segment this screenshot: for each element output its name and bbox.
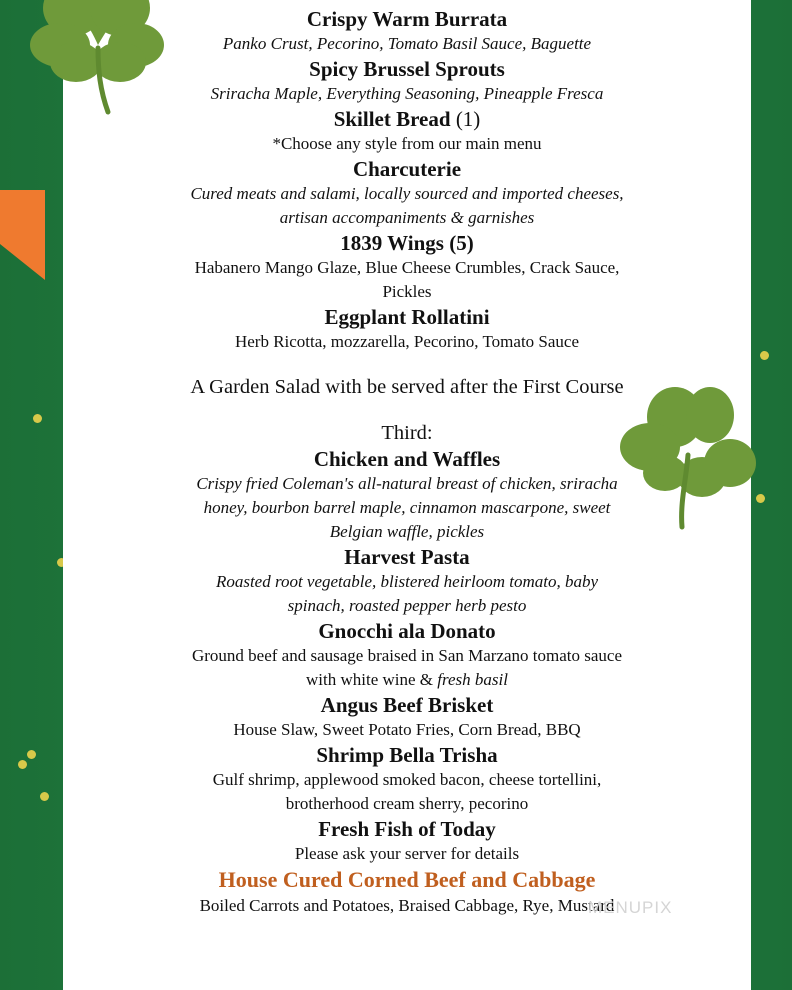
- item-description: artisan accompaniments & garnishes: [279, 208, 535, 227]
- item-description: Crispy fried Coleman's all-natural breast of chicken, sriracha: [196, 474, 618, 493]
- item-description: honey, bourbon barrel maple, cinnamon mascarpone, sweet: [203, 498, 611, 517]
- item-description: Please ask your server for details: [294, 844, 520, 863]
- item-description: Roasted root vegetable, blistered heirloom tomato, baby: [215, 572, 599, 591]
- confetti-dot: [33, 414, 42, 423]
- menu-item: [63, 816, 751, 866]
- item-description-mixed: [63, 668, 751, 692]
- item-title: Fresh Fish of Today: [318, 817, 496, 841]
- confetti-dot: [40, 792, 49, 801]
- item-description: *Choose any style from our main menu: [272, 134, 542, 153]
- confetti-dot: [760, 351, 769, 360]
- special-description: Boiled Carrots and Potatoes, Braised Cabbage, Rye, Mustard: [199, 896, 615, 915]
- item-title: Angus Beef Brisket: [320, 693, 494, 717]
- menu-item: [63, 618, 751, 692]
- item-description: House Slaw, Sweet Potato Fries, Corn Bread, BBQ: [233, 720, 581, 739]
- item-title: Shrimp Bella Trisha: [316, 743, 498, 767]
- menu-item: [63, 106, 751, 156]
- menu-item: [63, 230, 751, 304]
- menu-item: [63, 692, 751, 742]
- item-title: Crispy Warm Burrata: [306, 7, 508, 31]
- watermark: MENUPIX: [588, 898, 673, 917]
- menu-item: [63, 56, 751, 106]
- item-quantity: (1): [455, 107, 481, 131]
- item-description: brotherhood cream sherry, pecorino: [285, 794, 529, 813]
- menu-item: [63, 544, 751, 618]
- item-description-plain: with white wine &: [306, 670, 438, 689]
- item-title: Skillet Bread: [333, 107, 451, 131]
- spacer: [63, 354, 751, 374]
- menu-content: [63, 6, 751, 918]
- item-description: Ground beef and sausage braised in San Marzano tomato sauce: [191, 646, 623, 665]
- course-heading: Third:: [381, 422, 433, 444]
- item-description: Herb Ricotta, mozzarella, Pecorino, Tomato Sauce: [234, 332, 580, 351]
- menu-item: [63, 742, 751, 816]
- menu-item: [63, 6, 751, 56]
- item-title: 1839 Wings (5): [340, 231, 474, 255]
- confetti-dot: [27, 750, 36, 759]
- item-description-italic: fresh basil: [437, 670, 508, 689]
- menu-item: [63, 156, 751, 230]
- item-title: Spicy Brussel Sprouts: [309, 57, 505, 81]
- item-title: Charcuterie: [352, 157, 462, 181]
- item-title: Chicken and Waffles: [313, 447, 501, 471]
- item-description: Cured meats and salami, locally sourced and imported cheeses,: [190, 184, 624, 203]
- confetti-dot: [18, 760, 27, 769]
- item-description: Panko Crust, Pecorino, Tomato Basil Sauce, Baguette: [222, 34, 592, 53]
- item-title: Harvest Pasta: [344, 545, 470, 569]
- spacer: [63, 400, 751, 420]
- item-title: Gnocchi ala Donato: [318, 619, 496, 643]
- first-course-section: [63, 6, 751, 354]
- item-description: Gulf shrimp, applewood smoked bacon, cheese tortellini,: [212, 770, 602, 789]
- item-title-row: [63, 106, 751, 132]
- menu-item: [63, 446, 751, 544]
- item-description: Habanero Mango Glaze, Blue Cheese Crumbles, Crack Sauce,: [194, 258, 620, 277]
- item-description: Belgian waffle, pickles: [329, 522, 485, 541]
- special-title: House Cured Corned Beef and Cabbage: [218, 867, 596, 892]
- salad-note: A Garden Salad with be served after the First Course: [190, 376, 624, 398]
- third-course-section: [63, 446, 751, 918]
- item-description: Sriracha Maple, Everything Seasoning, Pineapple Fresca: [210, 84, 604, 103]
- menu-item: [63, 304, 751, 354]
- item-description: spinach, roasted pepper herb pesto: [287, 596, 527, 615]
- item-description: Pickles: [382, 282, 432, 301]
- item-title: Eggplant Rollatini: [324, 305, 490, 329]
